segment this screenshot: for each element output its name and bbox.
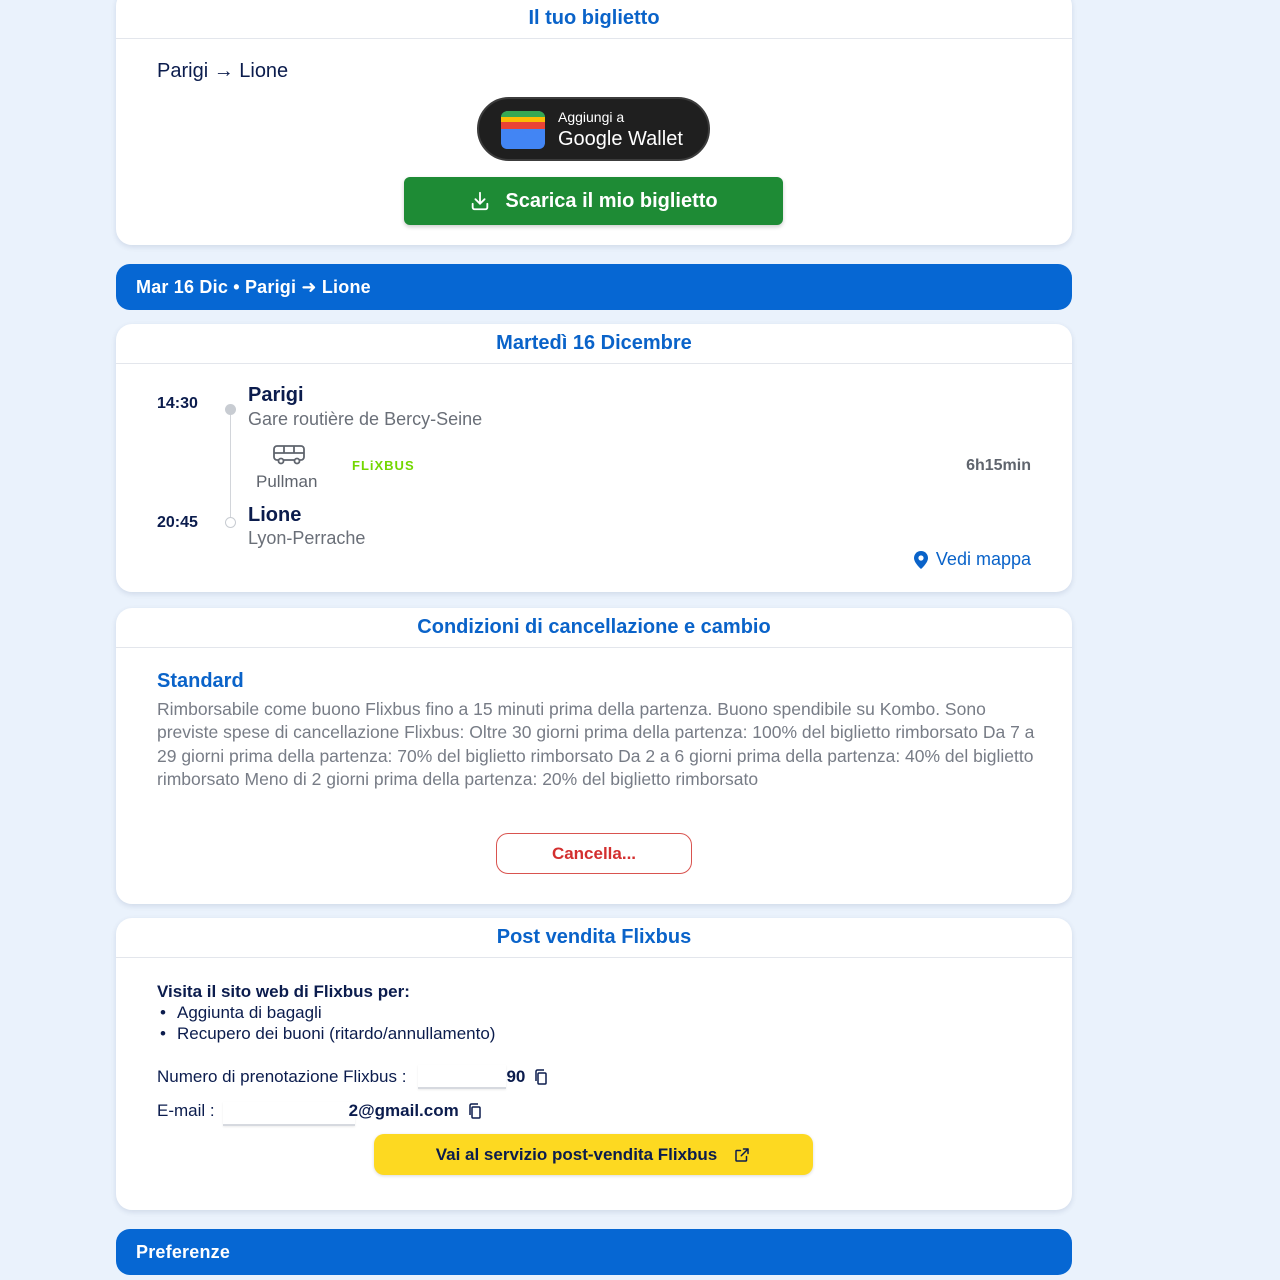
arrival-dot [225,517,236,528]
trip-duration: 6h15min [966,457,1031,474]
fare-name: Standard [157,670,244,692]
wallet-small-text: Aggiungi a [558,109,625,125]
booking-number-label: Numero di prenotazione Flixbus : [157,1067,407,1086]
email-row [157,1096,483,1126]
after-sales-card [116,918,1072,1210]
after-sales-service-label: Vai al servizio post-vendita Flixbus [435,1144,718,1164]
view-map-label: Vedi mappa [935,549,1031,569]
after-sales-service-button[interactable] [374,1134,813,1175]
trip-summary-bar[interactable]: Mar 16 Dic • Parigi ➜ Lione [116,264,1072,310]
visit-title: Visita il sito web di Flixbus per: [157,982,410,1001]
preferences-bar[interactable]: Preferenze [116,1229,1072,1275]
departure-dot [225,404,236,415]
external-link-icon [733,1146,751,1164]
flixbus-logo: FLiXBUS [352,458,415,473]
after-sales-title: Post vendita Flixbus [116,918,1072,958]
booking-number-row [157,1065,549,1089]
download-ticket-button[interactable] [404,177,783,225]
view-map-link[interactable] [914,549,1031,570]
departure-time: 14:30 [157,395,198,412]
email-label: E-mail : [157,1101,215,1120]
cancellation-title: Condizioni di cancellazione e cambio [116,608,1072,648]
ticket-card-title: Il tuo biglietto [116,0,1072,39]
download-icon [469,190,491,212]
email-value: 2@gmail.com [348,1101,459,1120]
ticket-card [116,0,1072,245]
list-item: • Recupero dei buoni (ritardo/annullamento) [177,1023,495,1044]
cancel-button[interactable]: Cancella... [496,833,692,874]
departure-city: Parigi [248,384,304,406]
list-item: • Aggiunta di bagagli [177,1002,495,1023]
google-wallet-icon [501,111,545,149]
trip-date-title: Martedì 16 Dicembre [116,324,1072,364]
copy-icon[interactable] [533,1069,549,1085]
map-pin-icon [914,551,928,569]
redacted-mask [418,1065,506,1089]
add-to-google-wallet-button[interactable] [477,97,710,161]
copy-icon[interactable] [467,1103,483,1119]
trip-card [116,324,1072,592]
wallet-big-text: Google Wallet [558,128,683,150]
booking-number-value: 90 [506,1067,526,1086]
ticket-route: Parigi → Lione [157,60,289,82]
arrival-time: 20:45 [157,514,198,531]
redacted-mask [223,1102,355,1126]
download-ticket-label: Scarica il mio biglietto [505,189,718,212]
vehicle-type: Pullman [256,472,318,491]
cancellation-card [116,608,1072,904]
arrival-city: Lione [248,504,302,526]
visit-list [177,1002,495,1044]
timeline-line [230,409,231,522]
fare-conditions: Rimborsabile come buono Flixbus fino a 15 minuti prima della partenza. Buono spendibile su Kombo. Sono previste spese di cancellazione Flixbus: Oltre 30 giorni prima della partenza: 100% del biglietto rimborsato Da 7 a 29 giorni prima della partenza: 70% del biglietto rimborsato Da 2 a 6 giorni prima della partenza: 40% del biglietto rimborsato Meno di 2 giorni prima della partenza: 20% del biglietto rimborsato [157,699,1035,789]
bus-icon [272,444,306,466]
departure-station: Gare routière de Bercy-Seine [248,409,483,429]
arrival-station: Lyon-Perrache [248,528,366,548]
